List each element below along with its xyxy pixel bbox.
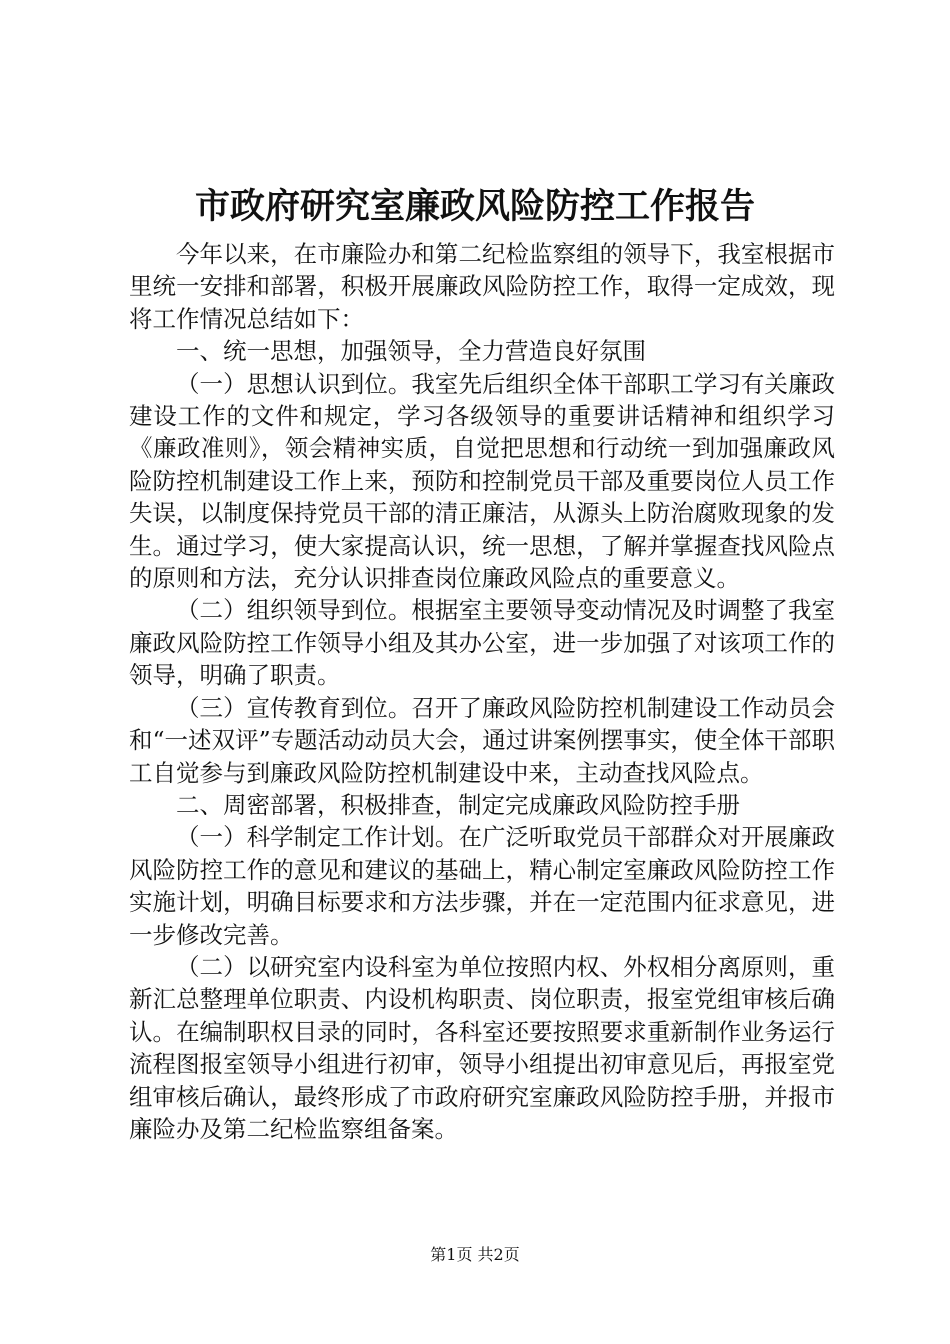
paragraph-duties: （二）以研究室内设科室为单位按照内权、外权相分离原则，重新汇总整理单位职责、内设机构职责、岗位职责，报室党组审核后确认。在编制职权目录的同时，各科室还要按照要求重新制作业务运行流程图报室领导小组进行初审，领导小组提出初审意见后，再报室党组审核后确认，最终形成了市政府研究室廉政风险防控手册，并报市廉险办及第二纪检监察组备案。 [129, 952, 835, 1143]
document-title: 市政府研究室廉政风险防控工作报告 [194, 186, 755, 227]
paragraph-organization: （二）组织领导到位。根据室主要领导变动情况及时调整了我室廉政风险防控工作领导小组及其办公室，进一步加强了对该项工作的领导，明确了职责。 [129, 596, 835, 690]
document-body [129, 238, 835, 1145]
paragraph-publicity: （三）宣传教育到位。召开了廉政风险防控机制建设工作动员会和“一述双评”专题活动动员大会，通过讲案例摆事实，使全体干部职工自觉参与到廉政风险防控机制建设中来，主动查找风险点。 [129, 693, 835, 787]
section-heading-2: 二、周密部署，积极排查，制定完成廉政风险防控手册 [176, 790, 740, 819]
page-number-footer: 第1页 共2页 [430, 1245, 520, 1264]
paragraph-thought: （一）思想认识到位。我室先后组织全体干部职工学习有关廉政建设工作的文件和规定，学习各级领导的重要讲话精神和组织学习《廉政准则》，领会精神实质，自觉把思想和行动统一到加强廉政风险防控机制建设工作上来，预防和控制党员干部及重要岗位人员工作失误，以制度保持党员干部的清正廉洁，从源头上防治腐败现象的发生。通过学习，使大家提高认识，统一思想，了解并掌握查找风险点的原则和方法，充分认识排查岗位廉政风险点的重要意义。 [129, 369, 835, 593]
paragraph-plan: （一）科学制定工作计划。在广泛听取党员干部群众对开展廉政风险防控工作的意见和建议的基础上，精心制定室廉政风险防控工作实施计划，明确目标要求和方法步骤，并在一定范围内征求意见，进一步修改完善。 [129, 823, 835, 949]
intro-paragraph: 今年以来，在市廉险办和第二纪检监察组的领导下，我室根据市里统一安排和部署，积极开展廉政风险防控工作，取得一定成效，现将工作情况总结如下： [129, 240, 835, 333]
section-heading-1: 一、统一思想，加强领导，全力营造良好氛围 [176, 337, 646, 366]
